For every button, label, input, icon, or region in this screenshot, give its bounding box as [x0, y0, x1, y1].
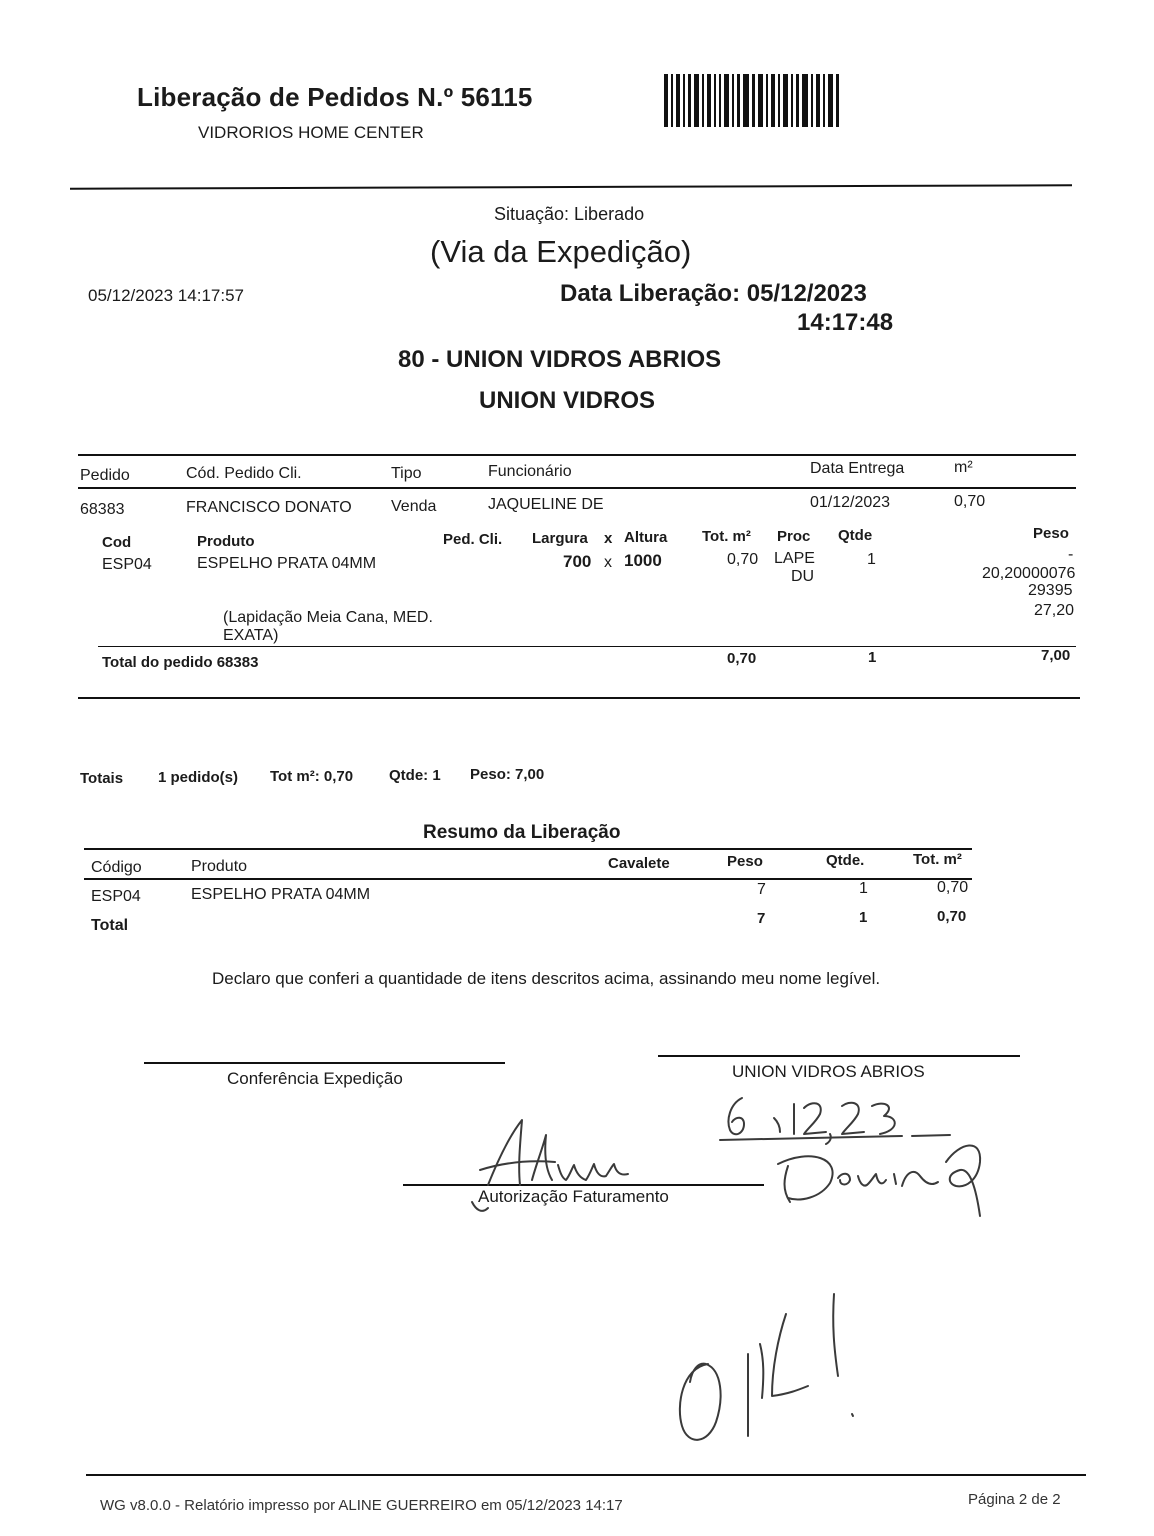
order-table-top-rule: [78, 454, 1076, 456]
item-x: x: [604, 554, 612, 571]
signature-aline: [460, 1110, 640, 1220]
col-m2: m²: [954, 459, 973, 476]
resumo-total-qtde: 1: [859, 909, 868, 926]
totais-qtde: Qtde: 1: [389, 767, 441, 784]
footer-printed-by: WG v8.0.0 - Relatório impresso por ALINE GUERREIRO em 05/12/2023 14:17: [100, 1497, 623, 1514]
item-cod: ESP04: [102, 556, 152, 573]
item-note-line2: EXATA): [223, 627, 279, 644]
totais-label: Totais: [80, 770, 124, 787]
resumo-col-qtde: Qtde.: [826, 852, 865, 869]
item-produto: ESPELHO PRATA 04MM: [197, 555, 377, 572]
item-altura: 1000: [624, 551, 662, 570]
order-tipo: Venda: [391, 498, 437, 515]
item-qtde: 1: [867, 551, 876, 568]
item-peso-line2: 29395: [1028, 582, 1073, 599]
resumo-col-cavalete: Cavalete: [608, 855, 670, 872]
item-col-altura: Altura: [624, 529, 668, 546]
resumo-total-peso: 7: [757, 910, 766, 927]
resumo-col-tot-m2: Tot. m²: [913, 851, 962, 868]
item-tot-m2: 0,70: [727, 551, 759, 568]
resumo-total-label: Total: [91, 917, 129, 934]
item-col-proc: Proc: [777, 528, 811, 545]
resumo-col-produto: Produto: [191, 858, 248, 875]
item-peso-dash: -: [1068, 546, 1074, 563]
col-cod-pedido-cli: Cód. Pedido Cli.: [186, 465, 302, 482]
handwritten-ok: [668, 1286, 868, 1456]
item-proc-line2: DU: [791, 568, 815, 585]
resumo-header-rule: [84, 878, 972, 880]
totais-tot-m2: Tot m²: 0,70: [270, 768, 354, 785]
situacao: Situação: Liberado: [494, 204, 645, 224]
data-liberacao: [560, 280, 867, 308]
item-col-tot-m2: Tot. m²: [702, 528, 751, 545]
item-col-peso: Peso: [1033, 525, 1069, 542]
data-liberacao-time: 14:17:48: [797, 309, 894, 336]
header-divider: [70, 184, 1072, 189]
order-total-peso: 7,00: [1041, 647, 1071, 664]
order-cod-pedido-cli: FRANCISCO DONATO: [186, 499, 352, 516]
client-name: 80 - UNION VIDROS ABRIOS: [398, 346, 722, 373]
item-largura: 700: [563, 552, 592, 571]
resumo-tot-m2: 0,70: [937, 879, 969, 896]
footer-rule: [86, 1474, 1086, 1476]
resumo-col-peso: Peso: [727, 853, 763, 870]
item-col-produto: Produto: [197, 533, 255, 550]
totais-pedidos: 1 pedido(s): [158, 769, 239, 786]
item-col-ped-cli: Ped. Cli.: [443, 531, 503, 548]
col-data-entrega: Data Entrega: [810, 460, 905, 477]
order-header-rule: [78, 487, 1076, 489]
autorizacao-label: Autorização Faturamento: [478, 1187, 669, 1206]
resumo-title: Resumo da Liberação: [423, 822, 621, 843]
resumo-qtde: 1: [859, 880, 868, 897]
union-signature-line: [658, 1055, 1020, 1057]
signature-donato: [770, 1128, 1000, 1228]
item-peso-line3: 27,20: [1034, 602, 1075, 619]
company-name: VIDRORIOS HOME CENTER: [198, 123, 424, 142]
order-funcionario: JAQUELINE DE: [488, 496, 604, 513]
conferencia-label: Conferência Expedição: [227, 1069, 403, 1088]
resumo-col-codigo: Código: [91, 859, 142, 876]
document-title: Liberação de Pedidos N.º 56115: [137, 82, 533, 112]
page-number: Página 2 de 2: [968, 1491, 1061, 1508]
item-col-cod: Cod: [102, 534, 132, 551]
resumo-produto: ESPELHO PRATA 04MM: [191, 886, 371, 903]
data-liberacao-label: Data Liberação:: [560, 280, 741, 307]
order-m2: 0,70: [954, 493, 986, 510]
item-col-x: x: [604, 530, 613, 547]
resumo-total-tot-m2: 0,70: [937, 908, 967, 925]
via-expedicao: (Via da Expedição): [430, 234, 692, 269]
item-proc-line1: LAPE: [774, 550, 815, 567]
resumo-top-rule: [84, 848, 972, 850]
item-note-line1: (Lapidação Meia Cana, MED.: [223, 609, 433, 626]
barcode: [664, 74, 842, 127]
col-tipo: Tipo: [391, 465, 422, 482]
col-funcionario: Funcionário: [488, 463, 572, 480]
order-table-bottom-rule: [78, 697, 1080, 699]
order-pedido: 68383: [80, 501, 125, 518]
order-total-tot-m2: 0,70: [727, 650, 757, 667]
declaration-text: Declaro que conferi a quantidade de itens descritos acima, assinando meu nome legível.: [212, 969, 881, 988]
resumo-codigo: ESP04: [91, 888, 141, 905]
item-peso-line1: 20,20000076: [982, 565, 1076, 582]
order-total-rule: [98, 646, 1076, 647]
union-label: UNION VIDROS ABRIOS: [732, 1062, 925, 1081]
order-data-entrega: 01/12/2023: [810, 494, 891, 511]
col-pedido: Pedido: [80, 467, 130, 484]
data-liberacao-date: 05/12/2023: [746, 280, 867, 307]
print-datetime: 05/12/2023 14:17:57: [88, 286, 244, 305]
order-total-qtde: 1: [868, 649, 877, 666]
totais-peso: Peso: 7,00: [470, 766, 545, 783]
order-total-label: Total do pedido 68383: [102, 654, 259, 671]
item-col-qtde: Qtde: [838, 527, 873, 544]
client-short-name: UNION VIDROS: [479, 387, 656, 414]
item-col-largura: Largura: [532, 530, 588, 547]
conferencia-signature-line: [144, 1062, 505, 1064]
resumo-peso: 7: [757, 881, 766, 898]
